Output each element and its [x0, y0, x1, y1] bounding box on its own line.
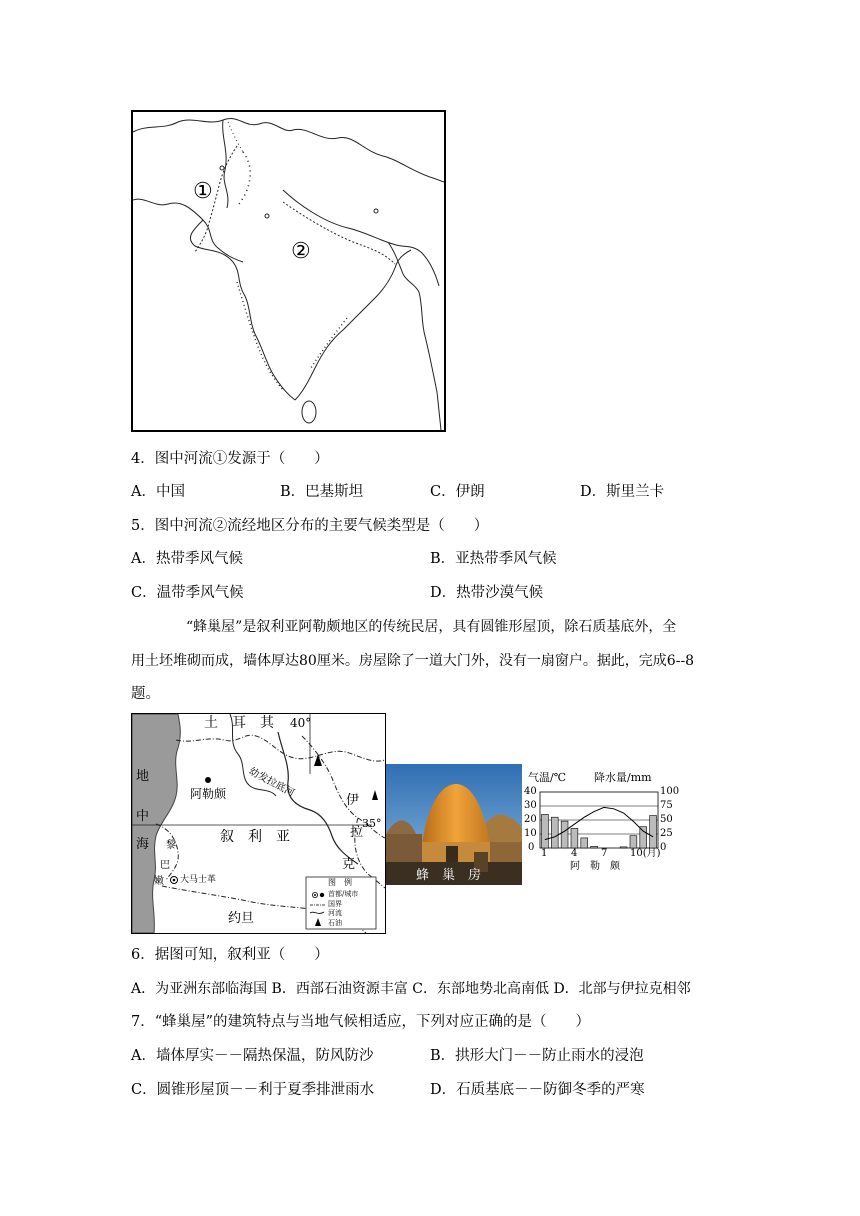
- beehive-house-photo-drawing: [386, 764, 522, 885]
- legend-item-city: 首都/城市: [328, 890, 359, 898]
- chart-right-tick: 25: [660, 828, 673, 839]
- legend-item-oil: 石油: [328, 919, 342, 927]
- map-label-syria: 叙 利 亚: [220, 829, 290, 845]
- legend-item-border: 国界: [328, 900, 342, 908]
- question-6-options: A．为亚洲东部临海国 B．西部石油资源丰富 C．东部地势北高南低 D．北部与伊拉克相邻: [131, 981, 691, 997]
- photo-caption: 蜂 巢 房: [416, 868, 482, 883]
- precip-bar: [551, 817, 558, 848]
- map-label-turkey: 土 耳 其: [204, 715, 274, 731]
- precip-bar: [561, 821, 568, 848]
- chart-month-tick: 10(月): [630, 848, 661, 859]
- map-label-iraq-3: 克: [342, 857, 356, 872]
- chart-left-tick: 10: [524, 828, 537, 839]
- question-7-option-d: D．石质基底－－防御冬季的严寒: [430, 1082, 645, 1098]
- passage-line-3: 题。: [131, 686, 160, 702]
- precip-bar: [620, 847, 627, 848]
- question-5-option-d: D．热带沙漠气候: [430, 585, 544, 601]
- precip-bar: [630, 836, 637, 848]
- map-label-sea-1: 地: [136, 769, 150, 784]
- question-7-stem: 7．“蜂巢屋”的建筑特点与当地气候相适应，下列对应正确的是（ ）: [131, 1014, 591, 1030]
- precip-bar: [542, 814, 549, 848]
- precip-bar: [591, 846, 598, 848]
- chart-right-tick: 75: [660, 800, 673, 811]
- south-asia-map-drawing: [133, 112, 444, 430]
- question-4-option-a: A．中国: [131, 484, 185, 500]
- south-asia-map: [131, 110, 446, 432]
- question-4-option-c: C．伊朗: [430, 484, 485, 500]
- question-7-option-b: B．拱形大门－－防止雨水的浸泡: [430, 1048, 644, 1064]
- map-label-iraq-2: 拉: [350, 825, 364, 840]
- question-5-option-b: B．亚热带季风气候: [430, 551, 557, 567]
- map-label-lebanon-3: 嫩: [154, 876, 164, 887]
- precip-bar: [640, 827, 647, 848]
- question-5-stem: 5．图中河流②流经地区分布的主要气候类型是（ ）: [131, 518, 489, 534]
- chart-right-tick: 0: [660, 842, 667, 853]
- river-label-1: ①: [193, 179, 213, 204]
- chart-left-tick: 40: [524, 786, 537, 797]
- question-7-option-c: C．圆锥形屋顶－－利于夏季排泄雨水: [131, 1082, 375, 1098]
- oil-icon: [372, 790, 378, 800]
- question-4-stem: 4．图中河流①发源于（ ）: [131, 451, 329, 467]
- syria-map: [131, 713, 386, 934]
- chart-left-tick: 30: [524, 800, 537, 811]
- chart-right-tick: 50: [660, 814, 673, 825]
- map-label-sea-2: 中: [136, 809, 150, 824]
- map-label-euphrates: 幼发拉底河: [246, 766, 297, 800]
- question-5-option-a: A．热带季风气候: [131, 551, 243, 567]
- question-6-stem: 6．据图可知，叙利亚（ ）: [131, 947, 329, 963]
- map-label-jordan: 约旦: [228, 911, 255, 926]
- chart-temp-title: 气温/℃: [528, 771, 567, 784]
- question-4-option-b: B．巴基斯坦: [280, 484, 364, 500]
- map-label-lat35: 35°: [362, 817, 382, 830]
- map-label-lebanon-2: 巴: [160, 860, 170, 871]
- question-7-option-a: A．墙体厚实－－隔热保温，防风防沙: [131, 1048, 374, 1064]
- chart-right-tick: 100: [660, 786, 680, 797]
- chart-left-tick: 0: [528, 842, 535, 853]
- map-label-damascus: 大马士革: [180, 875, 217, 885]
- map-label-iraq-1: 伊: [346, 793, 360, 808]
- chart-precip-title: 降水量/mm: [594, 771, 652, 784]
- question-5-option-c: C．温带季风气候: [131, 585, 244, 601]
- oil-icon: [314, 754, 322, 766]
- chart-station-name: 阿 勒 颇: [570, 861, 620, 872]
- precip-bar: [571, 828, 578, 848]
- passage-line-2: 用土坯堆砌而成，墙体厚达80厘米。房屋除了一道大门外，没有一扇窗户。据此，完成6--8: [131, 653, 695, 669]
- chart-left-tick: 20: [524, 814, 537, 825]
- map-label-sea-3: 海: [136, 837, 150, 852]
- precip-bar: [650, 816, 657, 848]
- syria-map-drawing: [132, 714, 385, 933]
- beehive-house-photo: [386, 764, 522, 885]
- chart-month-tick: 4: [571, 848, 578, 859]
- map-label-lat40: 40°: [290, 716, 312, 730]
- climate-chart: [524, 772, 682, 872]
- passage-line-1: “蜂巢屋”是叙利亚阿勒颇地区的传统民居，具有圆锥形屋顶，除石质基底外，全: [186, 619, 677, 635]
- legend-item-river: 河流: [328, 909, 342, 917]
- precip-bar: [581, 838, 588, 848]
- river-label-2: ②: [291, 239, 311, 264]
- chart-month-tick: 1: [541, 848, 548, 859]
- question-4-option-d: D．斯里兰卡: [580, 484, 665, 500]
- legend-title: 图 例: [328, 878, 352, 887]
- map-label-aleppo: 阿勒颇: [190, 787, 227, 801]
- map-label-lebanon-1: 黎: [166, 840, 176, 851]
- chart-month-tick: 7: [601, 848, 608, 859]
